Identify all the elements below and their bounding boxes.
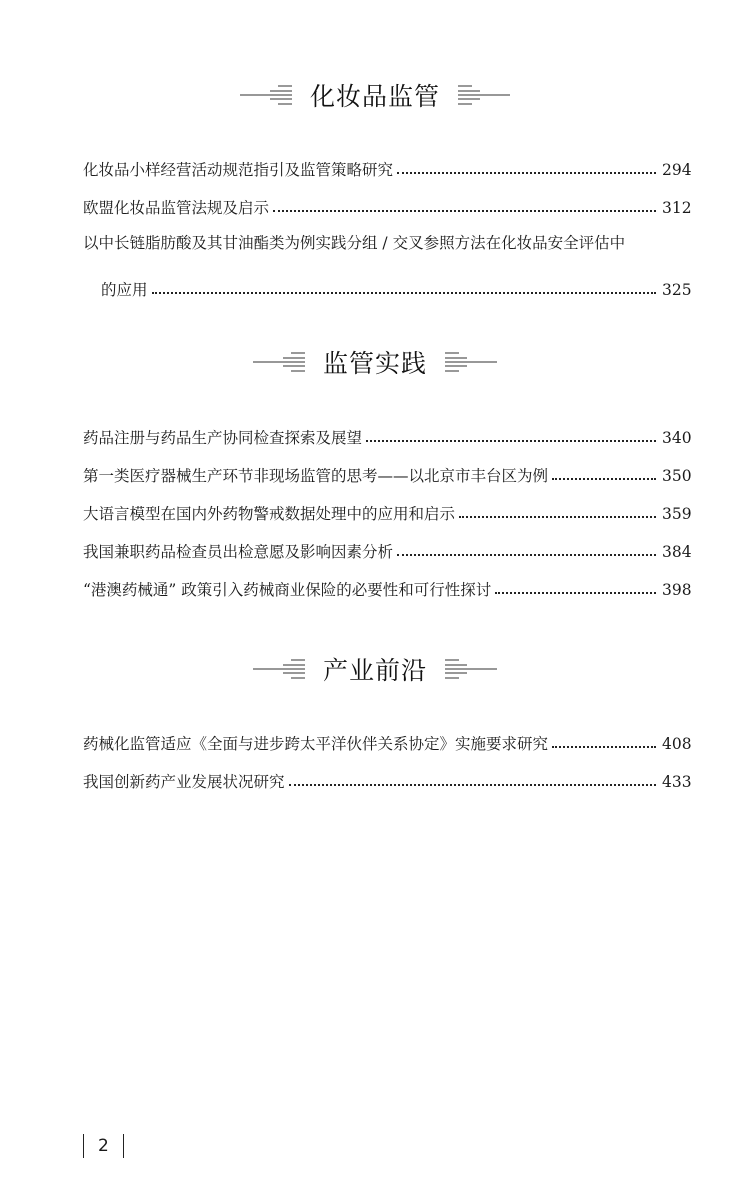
toc-entry-title: 以中长链脂肪酸及其甘油酯类为例实践分组 / 交叉参照方法在化妆品安全评估中 <box>83 234 626 252</box>
toc-entry[interactable] <box>83 754 690 792</box>
toc-entry-title: 药械化监管适应《全面与进步跨太平洋伙伴关系协定》实施要求研究 <box>83 735 549 753</box>
toc-entry-title: 药品注册与药品生产协同检查探索及展望 <box>83 429 363 447</box>
section-heading <box>0 649 750 689</box>
dot-leader <box>397 554 656 556</box>
toc-entry[interactable] <box>83 448 690 486</box>
toc-entry[interactable] <box>83 410 690 448</box>
section-heading <box>0 342 750 382</box>
toc-entry[interactable] <box>83 180 690 218</box>
footer-divider <box>83 1134 84 1158</box>
toc-entry-page: 312 <box>662 199 692 217</box>
left-line-ornament-icon <box>253 349 305 375</box>
toc-entry-title: 第一类医疗器械生产环节非现场监管的思考——以北京市丰台区为例 <box>83 467 549 485</box>
toc-entry-title: 大语言模型在国内外药物警戒数据处理中的应用和启示 <box>83 505 456 523</box>
dot-leader <box>289 784 656 786</box>
toc-list <box>83 410 690 600</box>
toc-entry[interactable] <box>83 486 690 524</box>
section-title: 产业前沿 <box>322 656 427 685</box>
footer-divider <box>123 1134 124 1158</box>
toc-entry-title: 化妆品小样经营活动规范指引及监管策略研究 <box>83 161 394 179</box>
toc-entry-page: 350 <box>662 467 692 485</box>
section-title: 化妆品监管 <box>309 82 440 111</box>
toc-entry[interactable] <box>83 562 690 600</box>
section-title: 监管实践 <box>322 349 427 378</box>
toc-entry-page: 408 <box>662 735 692 753</box>
toc-entry-title: “港澳药械通” 政策引入药械商业保险的必要性和可行性探讨 <box>83 581 492 599</box>
toc-entry-page: 433 <box>662 773 692 791</box>
dot-leader <box>152 292 656 294</box>
toc-entry-page: 384 <box>662 543 692 561</box>
toc-entry-title: 我国兼职药品检查员出检意愿及影响因素分析 <box>83 543 394 561</box>
toc-entry-page: 398 <box>662 581 692 599</box>
toc-entry-title-continued: 的应用 <box>101 281 148 299</box>
toc-entry-title: 欧盟化妆品监管法规及启示 <box>83 199 270 217</box>
page-number: 2 <box>98 1136 109 1156</box>
toc-entry-title: 我国创新药产业发展状况研究 <box>83 773 285 791</box>
dot-leader <box>459 516 656 518</box>
toc-entry[interactable] <box>83 218 690 300</box>
dot-leader <box>495 592 656 594</box>
dot-leader <box>366 440 656 442</box>
toc-entry[interactable] <box>83 716 690 754</box>
toc-entry[interactable] <box>83 142 690 180</box>
section-heading <box>0 75 750 115</box>
dot-leader <box>552 478 656 480</box>
toc-entry-page: 325 <box>662 281 692 299</box>
dot-leader <box>397 172 656 174</box>
right-line-ornament-icon <box>445 656 497 682</box>
page-footer <box>83 1133 124 1159</box>
right-line-ornament-icon <box>445 349 497 375</box>
dot-leader <box>273 210 656 212</box>
toc-list <box>83 142 690 300</box>
toc-list <box>83 716 690 792</box>
dot-leader <box>552 746 656 748</box>
toc-entry-page: 340 <box>662 429 692 447</box>
left-line-ornament-icon <box>240 82 292 108</box>
right-line-ornament-icon <box>458 82 510 108</box>
toc-entry[interactable] <box>83 524 690 562</box>
toc-entry-page: 294 <box>662 161 692 179</box>
left-line-ornament-icon <box>253 656 305 682</box>
toc-entry-page: 359 <box>662 505 692 523</box>
